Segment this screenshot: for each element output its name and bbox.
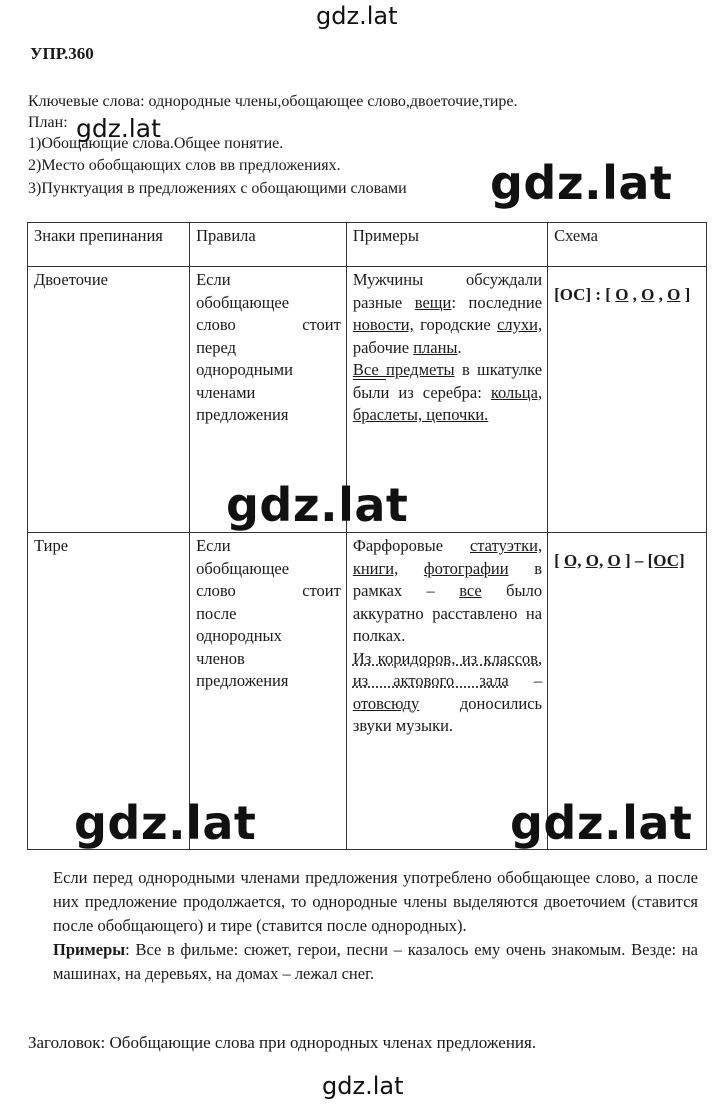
- scheme-colon: [ОС] : [ О , О , О ]: [554, 285, 691, 304]
- watermark-bottom-left-big: gdz.lat: [74, 796, 257, 850]
- plan-item-3: 3)Пунктуация в предложениях с обощающими словами: [28, 180, 407, 197]
- rule-line: перед: [196, 337, 236, 357]
- rule-line: однородными: [196, 360, 293, 379]
- rule-line: обобщающее: [196, 558, 290, 578]
- watermark-footer: gdz.lat: [322, 1072, 404, 1100]
- keywords-line: Ключевые слова: однородные члены,обощающее слово,двоеточие,тире.: [28, 93, 518, 110]
- rule-line: предложения: [196, 405, 289, 424]
- sign-cell: Тире: [28, 533, 190, 850]
- rule-line: членов: [196, 648, 245, 668]
- examples-body: : Все в фильме: сюжет, герои, песни – казалось ему очень знакомым. Везде: на машинах, на деревьях, на домах – лежал снег.: [53, 940, 698, 983]
- punctuation-table: [27, 222, 707, 850]
- header-cell-rules: Правила: [190, 223, 347, 267]
- rule-line: после: [196, 603, 237, 623]
- rule-line: Если: [196, 536, 231, 555]
- example-sentence-1: Фарфоровые статуэтки, книги, фотографии в рамках – все было аккуратно расставлено на полках.: [352, 536, 543, 645]
- explanation-text: Если перед однородными членами предложения употреблено обобщающее слово, а после них предложение продолжается, то однородные члены выделяются двоеточием (ставится после обобщающего) и тире (ставится после однородных).: [53, 868, 698, 935]
- watermark-plan-overlay: gdz.lat: [76, 114, 161, 143]
- sign-cell: Двоеточие: [28, 267, 190, 533]
- examples-label: Примеры: [53, 940, 126, 959]
- watermark-center-big: gdz.lat: [226, 478, 409, 532]
- rule-line: слово стоит: [196, 315, 341, 334]
- example-sentence-1: Мужчины обсуждали разные вещи: последние новости, городские слухи, рабочие планы.: [352, 270, 543, 357]
- explanation-paragraph: [53, 866, 698, 986]
- rule-line: предложения: [196, 671, 289, 690]
- rule-line: однородных: [196, 626, 282, 645]
- header-cell-signs: Знаки препинания: [28, 223, 190, 267]
- watermark-right-big: gdz.lat: [490, 156, 673, 210]
- heading-line: Заголовок: Обобщающие слова при однородных членах предложения.: [28, 1033, 537, 1052]
- example-sentence-2: Из коридоров, из классов, из актового зала – отовсюду доносились звуки музыки.: [352, 648, 543, 735]
- header-cell-scheme: Схема: [548, 223, 707, 267]
- plan-item-2: 2)Место обобщающих слов вв предложениях.: [28, 157, 341, 174]
- table-header-row: [28, 223, 707, 267]
- watermark-bottom-right-big: gdz.lat: [510, 796, 693, 850]
- header-cell-examples: Примеры: [346, 223, 547, 267]
- scheme-cell: [548, 267, 707, 533]
- rule-line: Если: [196, 270, 231, 289]
- rule-line: обобщающее: [196, 292, 290, 312]
- examples-text: [53, 938, 698, 986]
- scheme-dash: [ О, О, О ] – [ОС]: [554, 551, 685, 570]
- exercise-title: УПР.360: [30, 44, 94, 63]
- watermark-top: gdz.lat: [316, 2, 398, 30]
- example-sentence-2: Все предметы в шкатулке были из серебра: кольца, браслеты, цепочки.: [352, 360, 543, 424]
- rule-line: членами: [196, 382, 256, 402]
- plan-label: План:: [28, 114, 68, 131]
- rule-line: слово стоит: [196, 581, 341, 600]
- plan-item-1: 1)Обощающие слова.Общее понятие.: [28, 135, 284, 152]
